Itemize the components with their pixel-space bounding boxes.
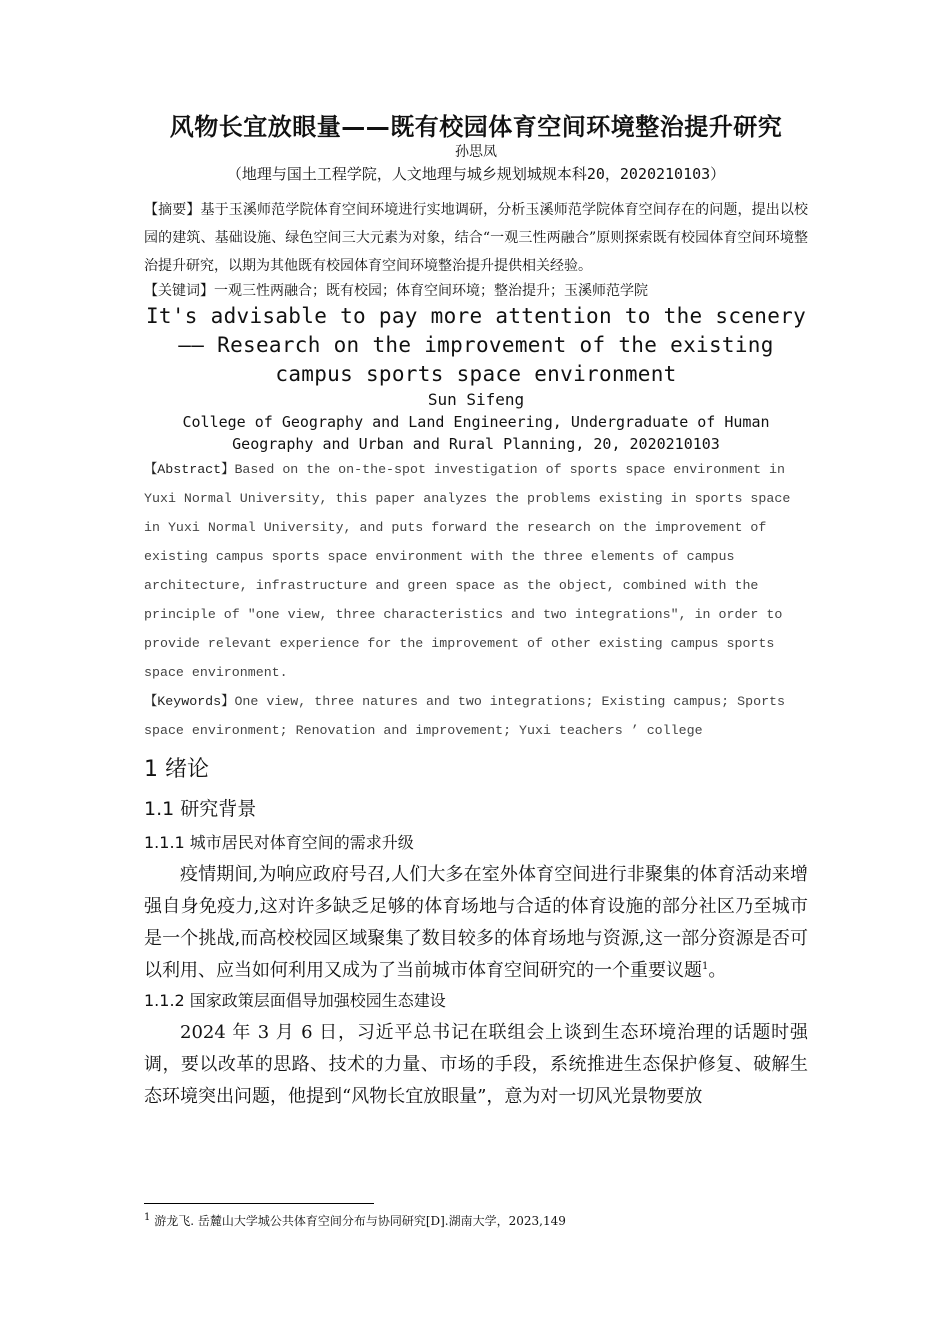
title-en-line2: —— Research on the improvement of the existing [178, 333, 774, 357]
abstract-cn-label: 【摘要】 [144, 202, 201, 218]
author-en: Sun Sifeng [427, 390, 525, 409]
paragraph-1-1-2: 2024 年 3 月 6 日，习近平总书记在联组会上谈到生态环境治理的话题时强调，要以改革的思路、技术的力量、市场的手段，系统推进生态保护修复、破解生态环境突出问题，他提到“风物长宜放眼量”，意为对一切风光景物要放 [144, 1022, 808, 1107]
paper-page [144, 110, 808, 1115]
author-cn: 孙思凤 [455, 144, 497, 160]
keywords-en [144, 687, 808, 745]
footnote [144, 1212, 808, 1230]
title-cn: 风物长宜放眼量——既有校园体育空间环境整治提升研究 [169, 113, 783, 141]
abstract-cn [144, 196, 808, 280]
abstract-en-text: Based on the on-the-spot investigation of sports space environment in Yuxi Normal University, this paper analyzes the problems existing in sports space in Yuxi Normal University, and puts forward the research on the improvement of existing campus sports space environment with the three elements of campus architecture, infrastructure and green space as the object, combined with the principle of "one view, three characteristics and two integrations", in order to provide relevant experience for the improvement of other existing campus sports space environment. [144, 462, 791, 680]
keywords-cn-text: 一观三性两融合；既有校园；体育空间环境；整治提升；玉溪师范学院 [214, 283, 648, 299]
section-1-1-2-heading: 1.1.2 国家政策层面倡导加强校园生态建设 [144, 991, 446, 1010]
title-en [144, 302, 808, 389]
keywords-cn [144, 280, 808, 302]
title-en-line3: campus sports space environment [275, 362, 677, 386]
section-1-1-1-heading: 1.1.1 城市居民对体育空间的需求升级 [144, 833, 414, 852]
keywords-en-label: 【Keywords】 [144, 694, 235, 709]
paragraph-1-1-1-end: 。 [708, 960, 727, 981]
section-1-1-heading: 1.1 研究背景 [144, 798, 257, 820]
abstract-en [144, 455, 808, 687]
section-1-heading: 1 绪论 [144, 757, 209, 782]
affiliation-en-line2: Geography and Urban and Rural Planning, 20, 2020210103 [232, 435, 720, 453]
title-en-line1: It's advisable to pay more attention to the scenery [145, 304, 807, 328]
footnote-ref[interactable]: 1 [702, 961, 709, 972]
abstract-cn-text: 基于玉溪师范学院体育空间环境进行实地调研，分析玉溪师范学院体育空间存在的问题，提出以校园的建筑、基础设施、绿色空间三大元素为对象，结合“一观三性两融合”原则探索既有校园体育空间环境整治提升研究，以期为其他既有校园体育空间环境整治提升提供相关经验。 [144, 202, 809, 274]
paragraph-1-1-1-text: 疫情期间,为响应政府号召,人们大多在室外体育空间进行非聚集的体育活动来增强自身免疫力,这对许多缺乏足够的体育场地与合适的体育设施的部分社区乃至城市是一个挑战,而高校校园区域聚集了数目较多的体育场地与资源,这一部分资源是否可以利用、应当如何利用又成为了当前城市体育空间研究的一个重要议题 [144, 864, 808, 981]
affiliation-cn: （地理与国土工程学院，人文地理与城乡规划城规本科20，2020210103） [226, 165, 726, 183]
paragraph-1-1-1 [144, 859, 808, 987]
abstract-en-label: 【Abstract】 [144, 462, 235, 477]
affiliation-en-line1: College of Geography and Land Engineering, Undergraduate of Human [182, 413, 770, 431]
keywords-en-text: One view, three natures and two integrations; Existing campus; Sports space environment; Renovation and improvement; Yuxi teachers ’ college [144, 694, 786, 738]
footnote-text: 游龙飞. 岳麓山大学城公共体育空间分布与协同研究[D].湖南大学，2023,149 [150, 1214, 566, 1228]
keywords-cn-label: 【关键词】 [144, 283, 214, 299]
footnote-divider [144, 1203, 374, 1204]
footnote-number: 1 [144, 1212, 151, 1223]
